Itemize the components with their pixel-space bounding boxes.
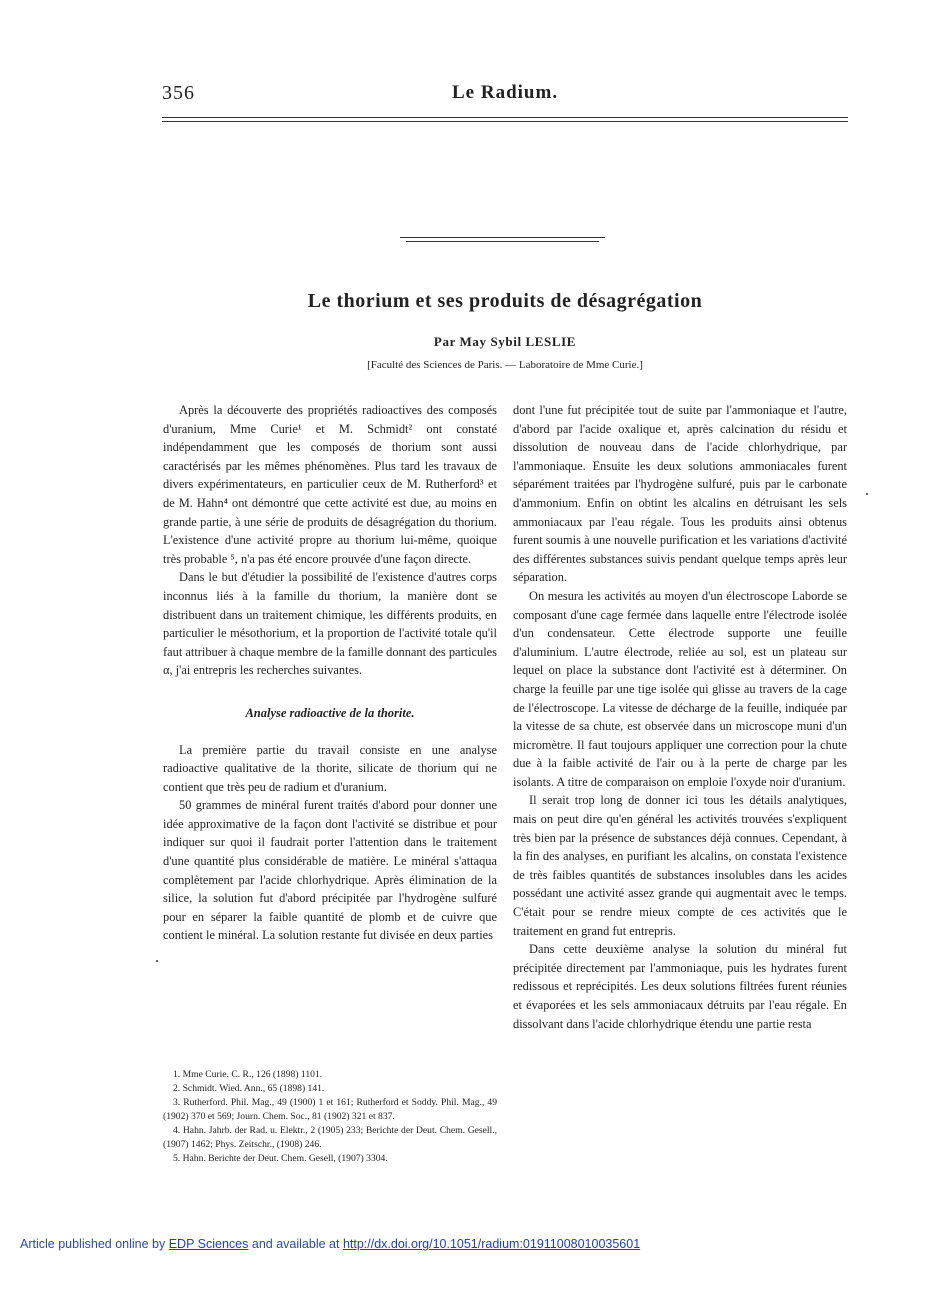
paragraph: Dans cette deuxième analyse la solution du minéral fut précipitée directement par l'ammoniaque, puis les hydrates furent redissous et reprécipités. Les deux solutions filtrées furent réunies et évaporées et les sels ammoniacaux détruits par l'eau régale. En dissolvant dans l'acide chlorhydrique étendu une partie resta: [513, 942, 847, 1031]
footnote: 3. Rutherford. Phil. Mag., 49 (1900) 1 et 161; Rutherford et Soddy. Phil. Mag., 49 (1902) 370 et 569; Journ. Chem. Soc., 81 (1902) 321 et 837.: [163, 1097, 497, 1122]
left-column: [163, 401, 497, 945]
footer-middle: and available at: [251, 1237, 340, 1251]
publication-footer: [20, 1237, 640, 1251]
author-byline: Par May Sybil LESLIE: [433, 334, 577, 349]
doi-link[interactable]: http://dx.doi.org/10.1051/radium:01911008010035601: [342, 1237, 641, 1251]
print-speck: [156, 960, 158, 962]
paragraph: On mesura les activités au moyen d'un électroscope Laborde se composant d'une cage fermée dans laquelle entre l'électrode isolée d'un condensateur. Cette électrode supporte une feuille d'aluminium. L'autre électrode, reliée au sol, est un plateau sur lequel on place la substance dont l'activité est à déterminer. On charge la feuille par une tige isolée qui glisse au travers de la cage de l'électroscope. La vitesse de décharge de la feuille, indiquée par la vitesse de sa chute, est observée dans un microscope muni d'un micromètre. Il faut toujours appliquer une correction pour la chute due à la faible activité de l'air ou à la perte de charge par les isolants. A titre de comparaison on emploie l'oxyde noir d'uranium.: [513, 588, 847, 789]
publisher-link[interactable]: EDP Sciences: [168, 1237, 249, 1251]
page-number: 356: [162, 82, 195, 104]
paragraph: Dans le but d'étudier la possibilité de l'existence d'autres corps inconnus liés à la famille du thorium, la manière dont se distribuent dans un traitement chimique, les différents produits, en particulier le mésothorium, et la proportion de l'activité totale qu'il faut attribuer à chaque membre de la famille donnant des particules α, j'ai entrepris les recherches suivantes.: [163, 570, 497, 678]
footnote: 5. Hahn. Berichte der Deut. Chem. Gesell, (1907) 3304.: [173, 1153, 388, 1164]
ornament-rule: [400, 237, 605, 238]
footnote: 1. Mme Curie. C. R., 126 (1898) 1101.: [173, 1069, 323, 1080]
journal-name: Le Radium.: [452, 82, 559, 103]
paragraph: Après la découverte des propriétés radioactives des composés d'uranium, Mme Curie¹ et M. Schmidt² ont constaté indépendamment que les composés de thorium sont aussi caractérisés par les mêmes phénomènes. Plus tard les travaux de divers expérimentateurs, en particulier ceux de M. Rutherford³ et de M. Hahn⁴ ont démontré que cette activité est due, au moins en grande partie, à une série de produits de désagrégation du thorium. L'existence d'une activité propre au thorium lui-même, quoique très probable ⁵, n'a pas été encore prouvée d'une façon directe.: [163, 403, 497, 566]
header-rule: [162, 117, 848, 118]
paragraph: Il serait trop long de donner ici tous les détails analytiques, mais on peut dire qu'en général les activités trouvées s'expliquent très bien par la présence de substances déjà connues. Cependant, à la fin des analyses, en purifiant les alcalins, on constata l'existence de très faibles quantités de substances insolubles dans les acides possédant une activité assez grande qui augmentait avec le temps. C'était pour se rendre mieux compte de ces activités que le traitement en grand fut entrepris.: [513, 793, 847, 938]
right-column: [513, 401, 847, 1033]
paragraph: dont l'une fut précipitée tout de suite par l'ammoniaque et l'autre, d'abord par l'acide oxalique et, après calcination du résidu et dissolution de nouveau dans de l'acide chlorhydrique, par l'ammoniaque. Ensuite les deux solutions ammoniacales furent séparément traitées par l'hydrogène sulfuré, puis par le carbonate d'ammonium. Enfin on obtint les alcalins en détruisant les sels ammoniacaux par l'eau régale. Tous les produits ainsi obtenus furent soumis à une nouvelle purification et les variations d'activité des différentes substances suivis pendant quelque temps après leur séparation.: [513, 403, 847, 585]
running-head: [162, 82, 848, 108]
footnote: 2. Schmidt. Wied. Ann., 65 (1898) 141.: [173, 1083, 325, 1094]
print-speck: [866, 493, 868, 495]
footer-prefix: Article published online by: [20, 1237, 166, 1251]
article-title: Le thorium et ses produits de désagrégation: [307, 290, 703, 312]
section-heading: Analyse radioactive de la thorite.: [245, 705, 415, 720]
header-rule-thin: [162, 121, 848, 122]
footnotes: [163, 1068, 497, 1166]
paragraph: 50 grammes de minéral furent traités d'abord pour donner une idée approximative de la façon dont l'activité se distribue et pour indiquer sur quoi il faudrait porter l'attention dans le traitement d'une quantité plus considérable de matière. Le minéral s'attaqua complètement par l'acide chlorhydrique. Après élimination de la silice, la solution fut d'abord précipitée par l'hydrogène sulfuré pour en séparer la faible quantité de plomb et de cuivre que contient le minéral. La solution restante fut divisée en deux parties: [163, 798, 497, 943]
footnote: 4. Hahn. Jahrb. der Rad. u. Elektr., 2 (1905) 233; Berichte der Deut. Chem. Gesell., (1907) 1462; Phys. Zeitschr., (1908) 246.: [163, 1125, 497, 1150]
paragraph: La première partie du travail consiste en une analyse radioactive qualitative de la thorite, silicate de thorium qui ne contient que très peu de radium et d'uranium.: [163, 742, 497, 794]
ornament-rule-thin: [406, 241, 599, 242]
author-affiliation: [Faculté des Sciences de Paris. — Laboratoire de Mme Curie.]: [367, 359, 643, 371]
